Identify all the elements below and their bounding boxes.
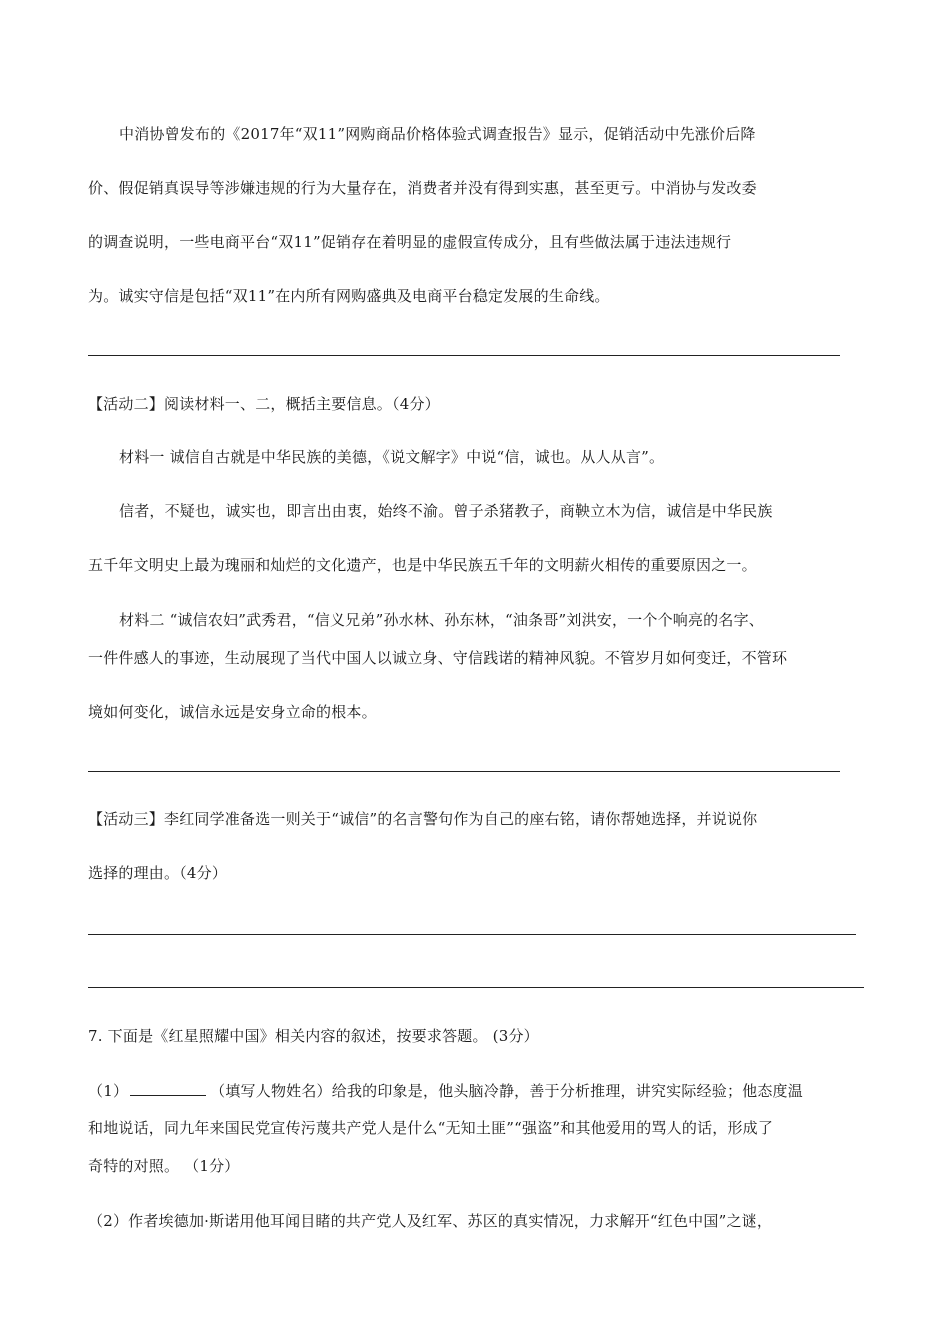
question-7-part-1-line-2: 和地说话，同九年来国民党宣传污蔑共产党人是什么“无知土匪”“强盗”和其他爱用的骂人的话，形成了 (88, 1119, 774, 1137)
material-1-line-1: 材料一 诚信自古就是中华民族的美德，《说文解字》中说“信，诚也。从人从言”。 (119, 448, 665, 466)
material-2-line-1: 材料二 “诚信农妇”武秀君，“信义兄弟”孙水林、孙东林，“油条哥”刘洪安，一个个响亮的名字、 (119, 611, 764, 629)
answer-line[interactable] (88, 355, 840, 356)
answer-line[interactable] (88, 987, 864, 988)
activity-3-line-2: 选择的理由。（4分） (88, 864, 228, 882)
activity-2-heading: 【活动二】阅读材料一、二，概括主要信息。（4分） (88, 395, 440, 413)
part-1-label: （1） (88, 1082, 129, 1100)
answer-line[interactable] (88, 771, 840, 772)
activity-3-line-1: 【活动三】李红同学准备选一则关于“诚信”的名言警句作为自己的座右铭，请你帮她选择，并说说你 (88, 810, 758, 828)
paragraph-1-line-1: 中消协曾发布的《2017年“双11”网购商品价格体验式调查报告》显示，促销活动中先涨价后降 (119, 125, 756, 143)
material-2-line-3: 境如何变化，诚信永远是安身立命的根本。 (88, 703, 377, 721)
material-1-line-3: 五千年文明史上最为瑰丽和灿烂的文化遗产，也是中华民族五千年的文明薪火相传的重要原因之一。 (88, 556, 757, 574)
question-7-part-1-line-3: 奇特的对照。 （1分） (88, 1157, 240, 1175)
question-7-stem: 7. 下面是《红星照耀中国》相关内容的叙述，按要求答题。 (3分） (88, 1027, 539, 1045)
question-7-part-2-line-1: （2）作者埃德加·斯诺用他耳闻目睹的共产党人及红军、苏区的真实情况，力求解开“红色中国”之谜， (88, 1212, 773, 1230)
paragraph-1-line-3: 的调查说明，一些电商平台“双11”促销存在着明显的虚假宣传成分，且有些做法属于违法违规行 (88, 233, 732, 251)
part-1-text: （填写人物姓名）给我的印象是，他头脑冷静，善于分析推理，讲究实际经验；他态度温 (210, 1082, 803, 1100)
paragraph-1-line-4: 为。诚实守信是包括“双11”在内所有网购盛典及电商平台稳定发展的生命线。 (88, 287, 610, 305)
name-blank[interactable] (130, 1080, 206, 1096)
material-2-line-2: 一件件感人的事迹，生动展现了当代中国人以诚立身、守信践诺的精神风貌。不管岁月如何变迁，不管环 (88, 649, 788, 667)
answer-line[interactable] (88, 934, 856, 935)
paragraph-1-line-2: 价、假促销真误导等涉嫌违规的行为大量存在，消费者并没有得到实惠，甚至更亏。中消协与发改委 (88, 179, 757, 197)
material-1-line-2: 信者，不疑也，诚实也，即言出由衷，始终不渝。曾子杀猪教子，商鞅立木为信，诚信是中华民族 (119, 502, 773, 520)
question-7-part-1-line-1 (88, 1080, 803, 1101)
